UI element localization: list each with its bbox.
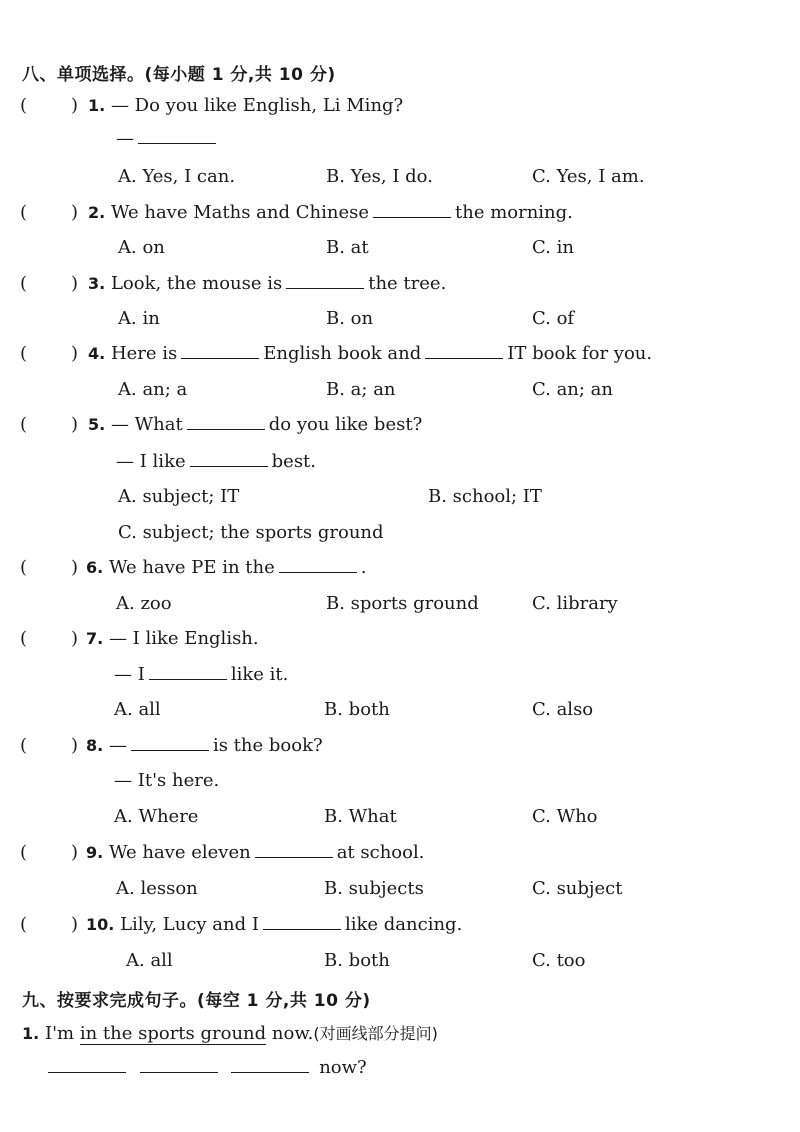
question-8: 8. — is the book? [86,735,323,756]
q7-option-b: B. both [324,699,390,720]
q5-option-b: B. school; IT [428,486,542,507]
q8-option-c: C. Who [532,806,598,827]
answer-paren[interactable]: ( ) [20,914,79,935]
question-6: 6. We have PE in the . [86,557,367,578]
answer-paren[interactable]: ( ) [20,343,79,364]
question-9: 9. We have eleven at school. [86,842,425,863]
question-1-answer-line: — [116,128,220,149]
section-9-question-1: 1. I'm in the sports ground now.(对画线部分提问) [22,1023,438,1044]
question-4: 4. Here is English book and IT book for you. [88,343,653,364]
q7-option-a: A. all [114,699,161,720]
question-2: 2. We have Maths and Chinese the morning. [88,202,573,223]
q5-option-c: C. subject; the sports ground [118,522,384,543]
q3-option-c: C. of [532,308,575,329]
q2-option-a: A. on [118,237,165,258]
answer-blank[interactable] [255,843,333,858]
question-5-answer-line: — I like best. [116,451,317,472]
answer-blank[interactable] [373,203,451,218]
answer-blank[interactable] [190,452,268,467]
q9-option-b: B. subjects [324,878,424,899]
answer-paren[interactable]: ( ) [20,842,79,863]
answer-blank[interactable] [48,1058,126,1073]
q10-option-c: C. too [532,950,586,971]
answer-paren[interactable]: ( ) [20,273,79,294]
question-8-answer-line: — It's here. [114,770,220,791]
q9-option-c: C. subject [532,878,623,899]
question-7: 7. — I like English. [86,628,259,649]
q10-option-b: B. both [324,950,390,971]
answer-blank[interactable] [425,344,503,359]
answer-blank[interactable] [263,915,341,930]
section-8-title: 八、单项选择。(每小题 1 分,共 10 分) [22,65,336,85]
answer-blank[interactable] [187,415,265,430]
answer-paren[interactable]: ( ) [20,95,79,116]
answer-blank[interactable] [279,558,357,573]
q9-option-a: A. lesson [116,878,198,899]
section-9-title: 九、按要求完成句子。(每空 1 分,共 10 分) [22,991,371,1011]
q10-option-a: A. all [126,950,173,971]
underlined-phrase: in the sports ground [79,1023,267,1044]
q4-option-a: A. an; a [118,379,188,400]
answer-blank[interactable] [140,1058,218,1073]
q2-option-b: B. at [326,237,369,258]
q1-option-c: C. Yes, I am. [532,166,645,187]
question-7-answer-line: — I like it. [114,664,289,685]
instruction: (对画线部分提问) [313,1024,438,1043]
q6-option-b: B. sports ground [326,593,479,614]
answer-paren[interactable]: ( ) [20,735,79,756]
question-10: 10. Lily, Lucy and I like dancing. [86,914,463,935]
q4-option-b: B. a; an [326,379,396,400]
question-1: 1. — Do you like English, Li Ming? [88,95,404,116]
answer-blank[interactable] [231,1058,309,1073]
answer-paren[interactable]: ( ) [20,202,79,223]
answer-blank[interactable] [138,129,216,144]
q1-option-b: B. Yes, I do. [326,166,433,187]
q8-option-a: A. Where [114,806,199,827]
question-3: 3. Look, the mouse is the tree. [88,273,447,294]
q1-option-a: A. Yes, I can. [118,166,236,187]
answer-blank[interactable] [131,736,209,751]
q3-option-a: A. in [118,308,160,329]
q3-option-b: B. on [326,308,374,329]
q6-option-c: C. library [532,593,618,614]
answer-paren[interactable]: ( ) [20,414,79,435]
q2-option-c: C. in [532,237,574,258]
q6-option-a: A. zoo [116,593,172,614]
answer-paren[interactable]: ( ) [20,628,79,649]
q8-option-b: B. What [324,806,397,827]
section-9-answer-line: now? [44,1057,367,1078]
answer-paren[interactable]: ( ) [20,557,79,578]
q7-option-c: C. also [532,699,594,720]
q5-option-a: A. subject; IT [118,486,240,507]
answer-blank[interactable] [149,665,227,680]
question-5: 5. — What do you like best? [88,414,423,435]
q4-option-c: C. an; an [532,379,614,400]
answer-blank[interactable] [181,344,259,359]
answer-blank[interactable] [286,274,364,289]
